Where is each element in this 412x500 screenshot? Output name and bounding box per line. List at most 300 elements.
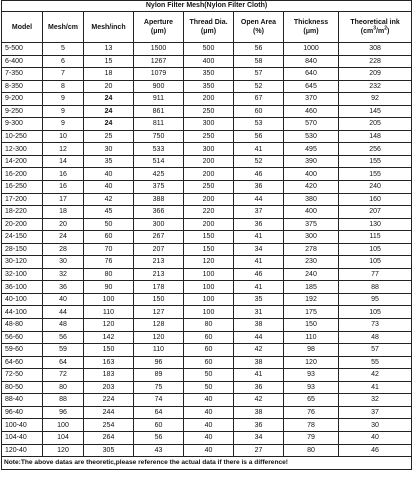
table-row (2, 130, 412, 143)
cell-open-area: 42 (234, 394, 284, 407)
cell-model: 32-100 (2, 268, 43, 281)
cell-model: 10-250 (2, 130, 43, 143)
cell-thickness: 390 (284, 155, 339, 168)
cell-ink: 77 (339, 268, 412, 281)
cell-mesh-cm: 24 (43, 231, 84, 244)
cell-mesh-inch: 24 (84, 118, 134, 131)
cell-ink: 205 (339, 118, 412, 131)
header-open-area: Open Area (%) (234, 12, 284, 43)
cell-thread: 100 (184, 306, 234, 319)
cell-ink: 232 (339, 80, 412, 93)
cell-aperture: 533 (134, 143, 184, 156)
cell-model: 59-60 (2, 344, 43, 357)
cell-mesh-inch: 110 (84, 306, 134, 319)
cell-mesh-inch: 203 (84, 381, 134, 394)
cell-aperture: 514 (134, 155, 184, 168)
table-row (2, 68, 412, 81)
cell-mesh-inch: 45 (84, 206, 134, 219)
cell-ink: 115 (339, 231, 412, 244)
cell-mesh-inch: 20 (84, 80, 134, 93)
header-mesh-inch: Mesh/inch (84, 12, 134, 43)
cell-aperture: 811 (134, 118, 184, 131)
cell-open-area: 34 (234, 243, 284, 256)
table-row (2, 181, 412, 194)
cell-thread: 250 (184, 130, 234, 143)
cell-mesh-cm: 36 (43, 281, 84, 294)
cell-ink: 32 (339, 394, 412, 407)
header-row (2, 12, 412, 43)
cell-thickness: 460 (284, 105, 339, 118)
cell-ink: 55 (339, 356, 412, 369)
cell-mesh-cm: 64 (43, 356, 84, 369)
cell-aperture: 110 (134, 344, 184, 357)
cell-open-area: 36 (234, 419, 284, 432)
cell-aperture: 75 (134, 381, 184, 394)
cell-mesh-cm: 88 (43, 394, 84, 407)
cell-ink: 105 (339, 243, 412, 256)
cell-aperture: 64 (134, 406, 184, 419)
cell-mesh-cm: 14 (43, 155, 84, 168)
cell-mesh-inch: 76 (84, 256, 134, 269)
table-row (2, 218, 412, 231)
cell-thread: 40 (184, 419, 234, 432)
cell-ink: 37 (339, 406, 412, 419)
cell-thread: 200 (184, 218, 234, 231)
cell-thread: 40 (184, 394, 234, 407)
cell-mesh-cm: 96 (43, 406, 84, 419)
cell-model: 16-250 (2, 181, 43, 194)
cell-open-area: 60 (234, 105, 284, 118)
cell-model: 48-80 (2, 319, 43, 332)
cell-aperture: 366 (134, 206, 184, 219)
cell-mesh-cm: 80 (43, 381, 84, 394)
cell-open-area: 41 (234, 231, 284, 244)
cell-mesh-cm: 10 (43, 130, 84, 143)
cell-ink: 95 (339, 293, 412, 306)
header-model: Model (2, 12, 43, 43)
cell-thread: 40 (184, 431, 234, 444)
cell-aperture: 120 (134, 331, 184, 344)
cell-open-area: 57 (234, 68, 284, 81)
cell-thread: 60 (184, 344, 234, 357)
cell-aperture: 300 (134, 218, 184, 231)
cell-mesh-inch: 40 (84, 168, 134, 181)
cell-thickness: 93 (284, 381, 339, 394)
cell-mesh-inch: 60 (84, 231, 134, 244)
cell-aperture: 375 (134, 181, 184, 194)
cell-model: 88-40 (2, 394, 43, 407)
cell-thread: 200 (184, 155, 234, 168)
cell-mesh-inch: 150 (84, 344, 134, 357)
cell-thickness: 80 (284, 444, 339, 457)
table-title-row (2, 1, 412, 12)
cell-ink: 209 (339, 68, 412, 81)
cell-aperture: 861 (134, 105, 184, 118)
cell-open-area: 56 (234, 130, 284, 143)
cell-thickness: 645 (284, 80, 339, 93)
cell-aperture: 56 (134, 431, 184, 444)
cell-ink: 130 (339, 218, 412, 231)
cell-aperture: 911 (134, 93, 184, 106)
cell-mesh-inch: 183 (84, 369, 134, 382)
cell-open-area: 27 (234, 444, 284, 457)
table-title: Nylon Filter Mesh(Nylon Filter Cloth) (2, 1, 412, 12)
cell-mesh-cm: 40 (43, 293, 84, 306)
table-row (2, 93, 412, 106)
table-row (2, 256, 412, 269)
table-row (2, 243, 412, 256)
cell-model: 30-120 (2, 256, 43, 269)
nylon-mesh-table (1, 0, 412, 470)
table-row (2, 319, 412, 332)
cell-thread: 60 (184, 331, 234, 344)
cell-model: 8-350 (2, 80, 43, 93)
cell-thickness: 185 (284, 281, 339, 294)
cell-mesh-cm: 30 (43, 256, 84, 269)
cell-model: 72-50 (2, 369, 43, 382)
cell-mesh-cm: 120 (43, 444, 84, 457)
cell-aperture: 900 (134, 80, 184, 93)
cell-mesh-cm: 16 (43, 181, 84, 194)
cell-mesh-inch: 24 (84, 93, 134, 106)
cell-mesh-cm: 32 (43, 268, 84, 281)
cell-ink: 42 (339, 369, 412, 382)
cell-thread: 350 (184, 68, 234, 81)
table-row (2, 43, 412, 56)
cell-ink: 155 (339, 168, 412, 181)
cell-mesh-inch: 264 (84, 431, 134, 444)
cell-mesh-cm: 72 (43, 369, 84, 382)
cell-open-area: 44 (234, 193, 284, 206)
cell-mesh-cm: 9 (43, 118, 84, 131)
cell-ink: 145 (339, 105, 412, 118)
cell-aperture: 178 (134, 281, 184, 294)
cell-mesh-inch: 70 (84, 243, 134, 256)
cell-thickness: 570 (284, 118, 339, 131)
table-row (2, 293, 412, 306)
cell-ink: 105 (339, 256, 412, 269)
cell-ink: 41 (339, 381, 412, 394)
cell-model: 9-250 (2, 105, 43, 118)
cell-open-area: 38 (234, 319, 284, 332)
header-aperture: Aperture (μm) (134, 12, 184, 43)
cell-aperture: 213 (134, 256, 184, 269)
cell-ink: 256 (339, 143, 412, 156)
cell-thickness: 495 (284, 143, 339, 156)
cell-thickness: 110 (284, 331, 339, 344)
cell-mesh-cm: 9 (43, 93, 84, 106)
cell-thread: 120 (184, 256, 234, 269)
cell-thread: 40 (184, 444, 234, 457)
cell-mesh-cm: 44 (43, 306, 84, 319)
cell-model: 36-100 (2, 281, 43, 294)
cell-ink: 148 (339, 130, 412, 143)
cell-thread: 100 (184, 281, 234, 294)
cell-thread: 350 (184, 80, 234, 93)
cell-model: 96-40 (2, 406, 43, 419)
cell-model: 7-350 (2, 68, 43, 81)
cell-thickness: 278 (284, 243, 339, 256)
cell-thread: 300 (184, 118, 234, 131)
cell-model: 40-100 (2, 293, 43, 306)
cell-mesh-inch: 18 (84, 68, 134, 81)
cell-ink: 228 (339, 55, 412, 68)
cell-ink: 73 (339, 319, 412, 332)
cell-mesh-inch: 24 (84, 105, 134, 118)
cell-ink: 40 (339, 431, 412, 444)
header-theoretical-ink: Theoretical ink $(cm^3/m^2)$ (339, 12, 412, 43)
cell-thickness: 300 (284, 231, 339, 244)
cell-mesh-inch: 35 (84, 155, 134, 168)
cell-mesh-cm: 12 (43, 143, 84, 156)
table-row (2, 143, 412, 156)
cell-aperture: 1079 (134, 68, 184, 81)
cell-model: 9-300 (2, 118, 43, 131)
table-row (2, 55, 412, 68)
cell-open-area: 53 (234, 118, 284, 131)
cell-thread: 500 (184, 43, 234, 56)
cell-thickness: 840 (284, 55, 339, 68)
cell-mesh-inch: 142 (84, 331, 134, 344)
cell-mesh-cm: 28 (43, 243, 84, 256)
table-row (2, 419, 412, 432)
cell-thickness: 192 (284, 293, 339, 306)
table-row (2, 444, 412, 457)
cell-aperture: 96 (134, 356, 184, 369)
note-row (2, 457, 412, 470)
cell-open-area: 38 (234, 406, 284, 419)
cell-thread: 50 (184, 369, 234, 382)
cell-model: 20-200 (2, 218, 43, 231)
table-row (2, 231, 412, 244)
table-note: Note:The above datas are theoretic,please reference the actual data if there is a difference! (2, 457, 412, 470)
cell-thread: 200 (184, 93, 234, 106)
cell-mesh-inch: 42 (84, 193, 134, 206)
cell-open-area: 44 (234, 331, 284, 344)
cell-open-area: 46 (234, 268, 284, 281)
cell-ink: 57 (339, 344, 412, 357)
cell-aperture: 74 (134, 394, 184, 407)
cell-open-area: 58 (234, 55, 284, 68)
cell-thickness: 78 (284, 419, 339, 432)
cell-thickness: 150 (284, 319, 339, 332)
cell-ink: 92 (339, 93, 412, 106)
cell-mesh-inch: 244 (84, 406, 134, 419)
table-row (2, 268, 412, 281)
cell-open-area: 52 (234, 80, 284, 93)
cell-thread: 150 (184, 243, 234, 256)
cell-open-area: 67 (234, 93, 284, 106)
cell-aperture: 150 (134, 293, 184, 306)
cell-mesh-cm: 48 (43, 319, 84, 332)
table-row (2, 406, 412, 419)
cell-aperture: 213 (134, 268, 184, 281)
cell-open-area: 38 (234, 356, 284, 369)
header-mesh-cm: Mesh/cm (43, 12, 84, 43)
table-row (2, 331, 412, 344)
cell-aperture: 1267 (134, 55, 184, 68)
cell-mesh-inch: 305 (84, 444, 134, 457)
cell-thickness: 640 (284, 68, 339, 81)
cell-thickness: 76 (284, 406, 339, 419)
cell-open-area: 34 (234, 431, 284, 444)
cell-mesh-cm: 104 (43, 431, 84, 444)
cell-thread: 200 (184, 193, 234, 206)
cell-aperture: 750 (134, 130, 184, 143)
cell-model: 17-200 (2, 193, 43, 206)
cell-mesh-cm: 9 (43, 105, 84, 118)
cell-open-area: 52 (234, 155, 284, 168)
cell-open-area: 41 (234, 281, 284, 294)
header-thickness: Thickness (μm) (284, 12, 339, 43)
cell-thread: 40 (184, 406, 234, 419)
table-row (2, 306, 412, 319)
cell-thickness: 400 (284, 206, 339, 219)
cell-mesh-inch: 15 (84, 55, 134, 68)
cell-ink: 155 (339, 155, 412, 168)
cell-thickness: 375 (284, 218, 339, 231)
cell-aperture: 128 (134, 319, 184, 332)
cell-thickness: 65 (284, 394, 339, 407)
table-row (2, 431, 412, 444)
cell-model: 120-40 (2, 444, 43, 457)
table-row (2, 394, 412, 407)
cell-aperture: 43 (134, 444, 184, 457)
cell-open-area: 41 (234, 143, 284, 156)
cell-thread: 200 (184, 168, 234, 181)
cell-ink: 46 (339, 444, 412, 457)
cell-model: 100-40 (2, 419, 43, 432)
cell-mesh-cm: 6 (43, 55, 84, 68)
cell-model: 24-150 (2, 231, 43, 244)
cell-thread: 80 (184, 319, 234, 332)
cell-mesh-inch: 80 (84, 268, 134, 281)
cell-open-area: 36 (234, 381, 284, 394)
cell-mesh-cm: 5 (43, 43, 84, 56)
cell-mesh-inch: 163 (84, 356, 134, 369)
cell-open-area: 31 (234, 306, 284, 319)
cell-model: 64-60 (2, 356, 43, 369)
cell-thickness: 1000 (284, 43, 339, 56)
cell-mesh-inch: 25 (84, 130, 134, 143)
cell-open-area: 41 (234, 256, 284, 269)
cell-open-area: 36 (234, 218, 284, 231)
cell-open-area: 36 (234, 181, 284, 194)
cell-mesh-cm: 59 (43, 344, 84, 357)
cell-mesh-cm: 8 (43, 80, 84, 93)
cell-thread: 50 (184, 381, 234, 394)
cell-model: 5-500 (2, 43, 43, 56)
cell-mesh-inch: 90 (84, 281, 134, 294)
cell-open-area: 42 (234, 344, 284, 357)
cell-thickness: 400 (284, 168, 339, 181)
cell-aperture: 388 (134, 193, 184, 206)
cell-model: 6-400 (2, 55, 43, 68)
cell-thread: 250 (184, 105, 234, 118)
cell-mesh-cm: 17 (43, 193, 84, 206)
cell-mesh-cm: 56 (43, 331, 84, 344)
cell-ink: 308 (339, 43, 412, 56)
table-row (2, 118, 412, 131)
cell-ink: 207 (339, 206, 412, 219)
table-row (2, 356, 412, 369)
cell-mesh-cm: 20 (43, 218, 84, 231)
cell-thread: 250 (184, 181, 234, 194)
cell-model: 18-220 (2, 206, 43, 219)
cell-open-area: 56 (234, 43, 284, 56)
cell-thread: 300 (184, 143, 234, 156)
cell-mesh-inch: 254 (84, 419, 134, 432)
table-body (2, 43, 412, 457)
cell-thread: 220 (184, 206, 234, 219)
cell-model: 9-200 (2, 93, 43, 106)
cell-aperture: 89 (134, 369, 184, 382)
cell-open-area: 46 (234, 168, 284, 181)
cell-thickness: 120 (284, 356, 339, 369)
cell-thickness: 240 (284, 268, 339, 281)
cell-thickness: 380 (284, 193, 339, 206)
cell-model: 12-300 (2, 143, 43, 156)
table-row (2, 369, 412, 382)
cell-model: 14-200 (2, 155, 43, 168)
cell-mesh-inch: 224 (84, 394, 134, 407)
cell-model: 56-60 (2, 331, 43, 344)
table-row (2, 168, 412, 181)
cell-ink: 30 (339, 419, 412, 432)
cell-thread: 60 (184, 356, 234, 369)
cell-model: 16-200 (2, 168, 43, 181)
cell-mesh-cm: 18 (43, 206, 84, 219)
table-row (2, 281, 412, 294)
cell-ink: 160 (339, 193, 412, 206)
cell-thickness: 530 (284, 130, 339, 143)
table-row (2, 381, 412, 394)
cell-thickness: 420 (284, 181, 339, 194)
cell-open-area: 41 (234, 369, 284, 382)
cell-model: 80-50 (2, 381, 43, 394)
cell-model: 104-40 (2, 431, 43, 444)
cell-thread: 100 (184, 293, 234, 306)
cell-model: 44-100 (2, 306, 43, 319)
cell-mesh-inch: 120 (84, 319, 134, 332)
table-row (2, 193, 412, 206)
cell-open-area: 35 (234, 293, 284, 306)
header-thread-dia: Thread Dia. (μm) (184, 12, 234, 43)
table-row (2, 206, 412, 219)
cell-aperture: 267 (134, 231, 184, 244)
cell-ink: 105 (339, 306, 412, 319)
cell-mesh-cm: 100 (43, 419, 84, 432)
cell-mesh-inch: 50 (84, 218, 134, 231)
cell-thread: 100 (184, 268, 234, 281)
cell-mesh-inch: 13 (84, 43, 134, 56)
cell-thickness: 98 (284, 344, 339, 357)
cell-mesh-cm: 16 (43, 168, 84, 181)
cell-ink: 48 (339, 331, 412, 344)
table-row (2, 105, 412, 118)
cell-aperture: 207 (134, 243, 184, 256)
cell-aperture: 127 (134, 306, 184, 319)
cell-thickness: 175 (284, 306, 339, 319)
table-row (2, 80, 412, 93)
table-row (2, 344, 412, 357)
cell-ink: 240 (339, 181, 412, 194)
table-row (2, 155, 412, 168)
cell-model: 28-150 (2, 243, 43, 256)
cell-aperture: 1500 (134, 43, 184, 56)
cell-mesh-inch: 30 (84, 143, 134, 156)
cell-thread: 400 (184, 55, 234, 68)
